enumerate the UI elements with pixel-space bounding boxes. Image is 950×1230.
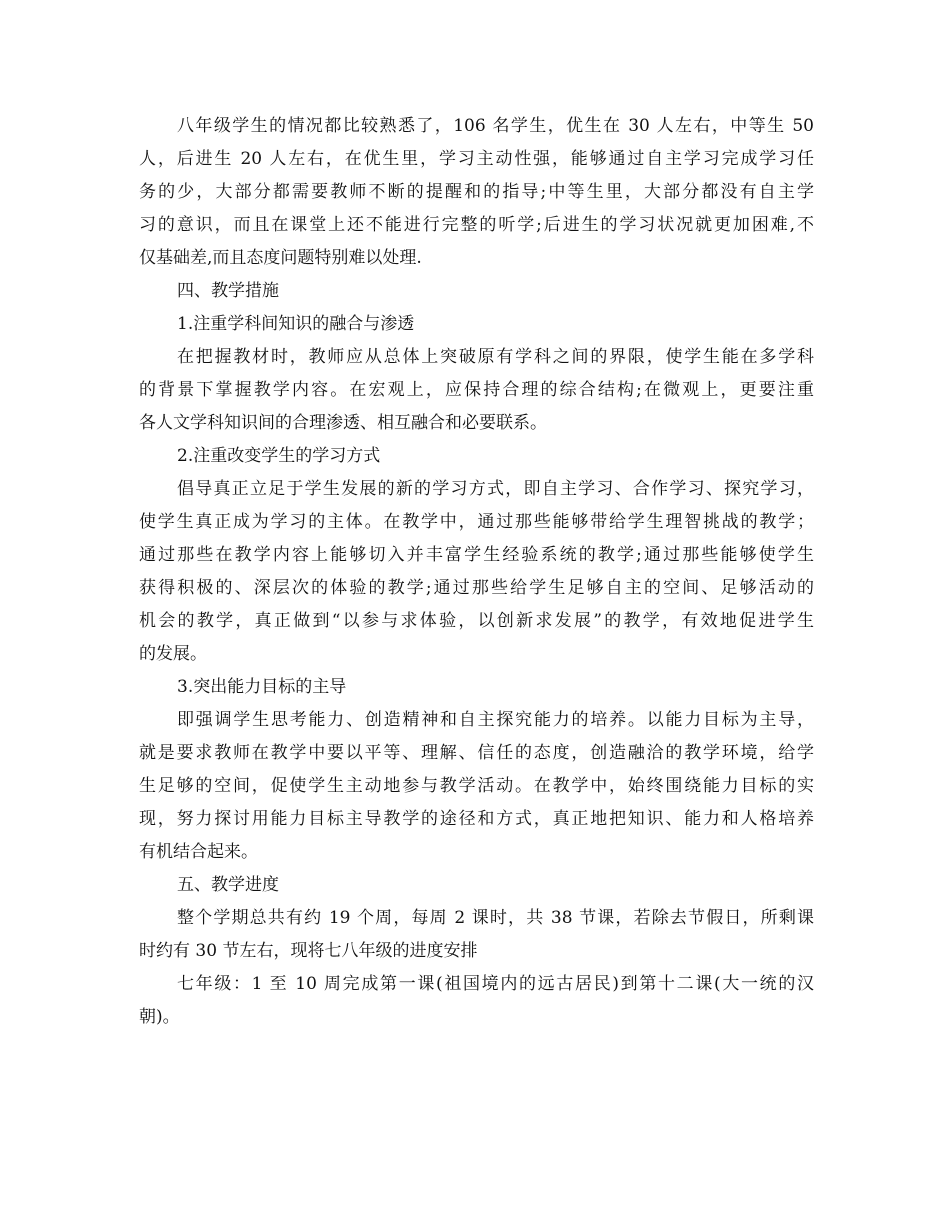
section-heading-text: 四、教学措施 [177, 281, 279, 301]
section-heading-measures [139, 275, 814, 308]
text-line: 通过那些在教学内容上能够切入并丰富学生经验系统的教学;通过那些能够使学生 [139, 545, 814, 565]
text-line: 获得积极的、深层次的体验的教学;通过那些给学生足够自主的空间、足够活动的 [139, 578, 814, 598]
document-page [139, 110, 814, 1034]
text-line: 仅基础差,而且态度问题特别难以处理. [139, 248, 422, 268]
text-line: 在把握教材时，教师应从总体上突破原有学科之间的界限，使学生能在多学科 [177, 347, 814, 367]
subheading-learning-style [139, 440, 814, 473]
subheading-text: 3.突出能力目标的主导 [177, 677, 347, 697]
text-line: 现，努力探讨用能力目标主导教学的途径和方式，真正地把知识、能力和人格培养 [139, 809, 814, 829]
text-line: 的发展。 [139, 644, 207, 664]
subheading-integration [139, 308, 814, 341]
grade-seven-paragraph [139, 968, 814, 1034]
text-line: 就是要求教师在教学中要以平等、理解、信任的态度，创造融洽的教学环境，给学 [139, 743, 814, 763]
subheading-ability-goals [139, 671, 814, 704]
text-line: 的背景下掌握教学内容。在宏观上，应保持合理的综合结构;在微观上，更要注重 [139, 380, 814, 400]
text-line: 各人文学科知识间的合理渗透、相互融合和必要联系。 [139, 413, 547, 433]
text-line: 七年级：1 至 10 周完成第一课(祖国境内的远古居民)到第十二课(大一统的汉 [177, 974, 814, 994]
integration-paragraph [139, 341, 814, 440]
text-line: 整个学期总共有约 19 个周，每周 2 课时，共 38 节课，若除去节假日，所剩课 [177, 908, 814, 928]
section-heading-text: 五、教学进度 [177, 875, 279, 895]
text-line: 即强调学生思考能力、创造精神和自主探究能力的培养。以能力目标为主导， [177, 710, 814, 730]
text-line: 有机结合起来。 [139, 842, 258, 862]
text-line: 人，后进生 20 人左右，在优生里，学习主动性强，能够通过自主学习完成学习任 [139, 149, 814, 169]
student-situation-paragraph [139, 110, 814, 275]
ability-goals-paragraph [139, 704, 814, 869]
text-line: 生足够的空间，促使学生主动地参与教学活动。在教学中，始终围绕能力目标的实 [139, 776, 814, 796]
text-line: 使学生真正成为学习的主体。在教学中，通过那些能够带给学生理智挑战的教学； [139, 512, 814, 532]
subheading-text: 1.注重学科间知识的融合与渗透 [177, 314, 415, 334]
subheading-text: 2.注重改变学生的学习方式 [177, 446, 381, 466]
learning-style-paragraph [139, 473, 814, 671]
text-line: 时约有 30 节左右，现将七八年级的进度安排 [139, 941, 478, 961]
text-line: 习的意识，而且在课堂上还不能进行完整的听学;后进生的学习状况就更加困难,不 [139, 215, 814, 235]
text-line: 倡导真正立足于学生发展的新的学习方式，即自主学习、合作学习、探究学习， [177, 479, 814, 499]
text-line: 务的少，大部分都需要教师不断的提醒和的指导;中等生里，大部分都没有自主学 [139, 182, 814, 202]
text-line: 朝)。 [139, 1007, 180, 1027]
text-line: 八年级学生的情况都比较熟悉了，106 名学生，优生在 30 人左右，中等生 50 [177, 116, 814, 136]
text-line: 机会的教学，真正做到“以参与求体验，以创新求发展”的教学，有效地促进学生 [139, 611, 814, 631]
progress-paragraph [139, 902, 814, 968]
section-heading-progress [139, 869, 814, 902]
